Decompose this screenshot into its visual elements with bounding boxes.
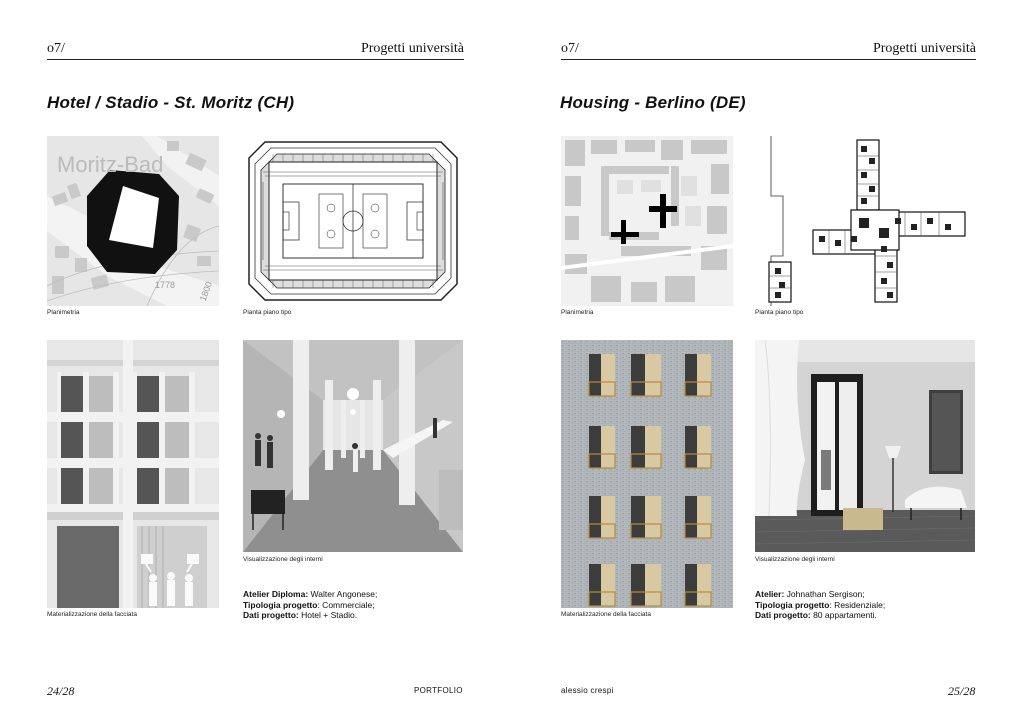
caption-facade: Materializzazione della facciata [561, 611, 651, 618]
caption-interior: Visualizzazione degli interni [243, 556, 323, 563]
info-type: Tipologia progetto: Residenziale; [755, 599, 886, 610]
section-number: o7/ [561, 41, 579, 56]
info-atelier: Atelier Diploma: Walter Angonese; [243, 589, 378, 599]
info-data: Dati progetto: Hotel + Stadio. [243, 610, 358, 620]
floor-plan-image [243, 136, 463, 306]
facade-image [47, 340, 219, 608]
map-elevation: 1800 [197, 280, 215, 303]
info-type: Tipologia progetto: Commerciale; [243, 599, 375, 610]
info-data: Dati progetto: 80 appartamenti. [755, 610, 877, 620]
facade-image [561, 340, 733, 608]
caption-facade: Materializzazione della facciata [47, 611, 137, 618]
header-rule [47, 59, 464, 60]
caption-interior: Visualizzazione degli interni [755, 556, 835, 563]
map-elevation: 1778 [155, 280, 176, 290]
map-label: Moritz-Bad [57, 152, 164, 177]
interior-image [755, 340, 975, 552]
project-title: Housing - Berlino (DE) [560, 93, 746, 112]
header-rule [561, 59, 976, 60]
caption-site-plan: Planimetria [47, 309, 80, 316]
caption-site-plan: Planimetria [561, 309, 594, 316]
caption-floor-plan: Pianta piano tipo [755, 309, 804, 316]
caption-floor-plan: Pianta piano tipo [243, 309, 292, 316]
right-page [512, 0, 1024, 721]
page-number: 24/28 [47, 684, 75, 698]
section-number: o7/ [47, 41, 65, 56]
info-atelier: Atelier: Johnathan Sergison; [755, 589, 865, 599]
page-number: 25/28 [948, 684, 976, 698]
footer-label: PORTFOLIO [414, 686, 463, 695]
floor-plan-image [755, 136, 975, 306]
section-title: Progetti università [360, 41, 464, 56]
section-title: Progetti università [872, 41, 976, 56]
project-title: Hotel / Stadio - St. Moritz (CH) [47, 93, 295, 112]
site-plan-image [47, 136, 219, 306]
interior-image [243, 340, 463, 552]
site-plan-image [561, 136, 733, 306]
project-info [243, 589, 377, 621]
footer-label: alessio crespi [561, 686, 614, 695]
project-info [755, 589, 885, 621]
